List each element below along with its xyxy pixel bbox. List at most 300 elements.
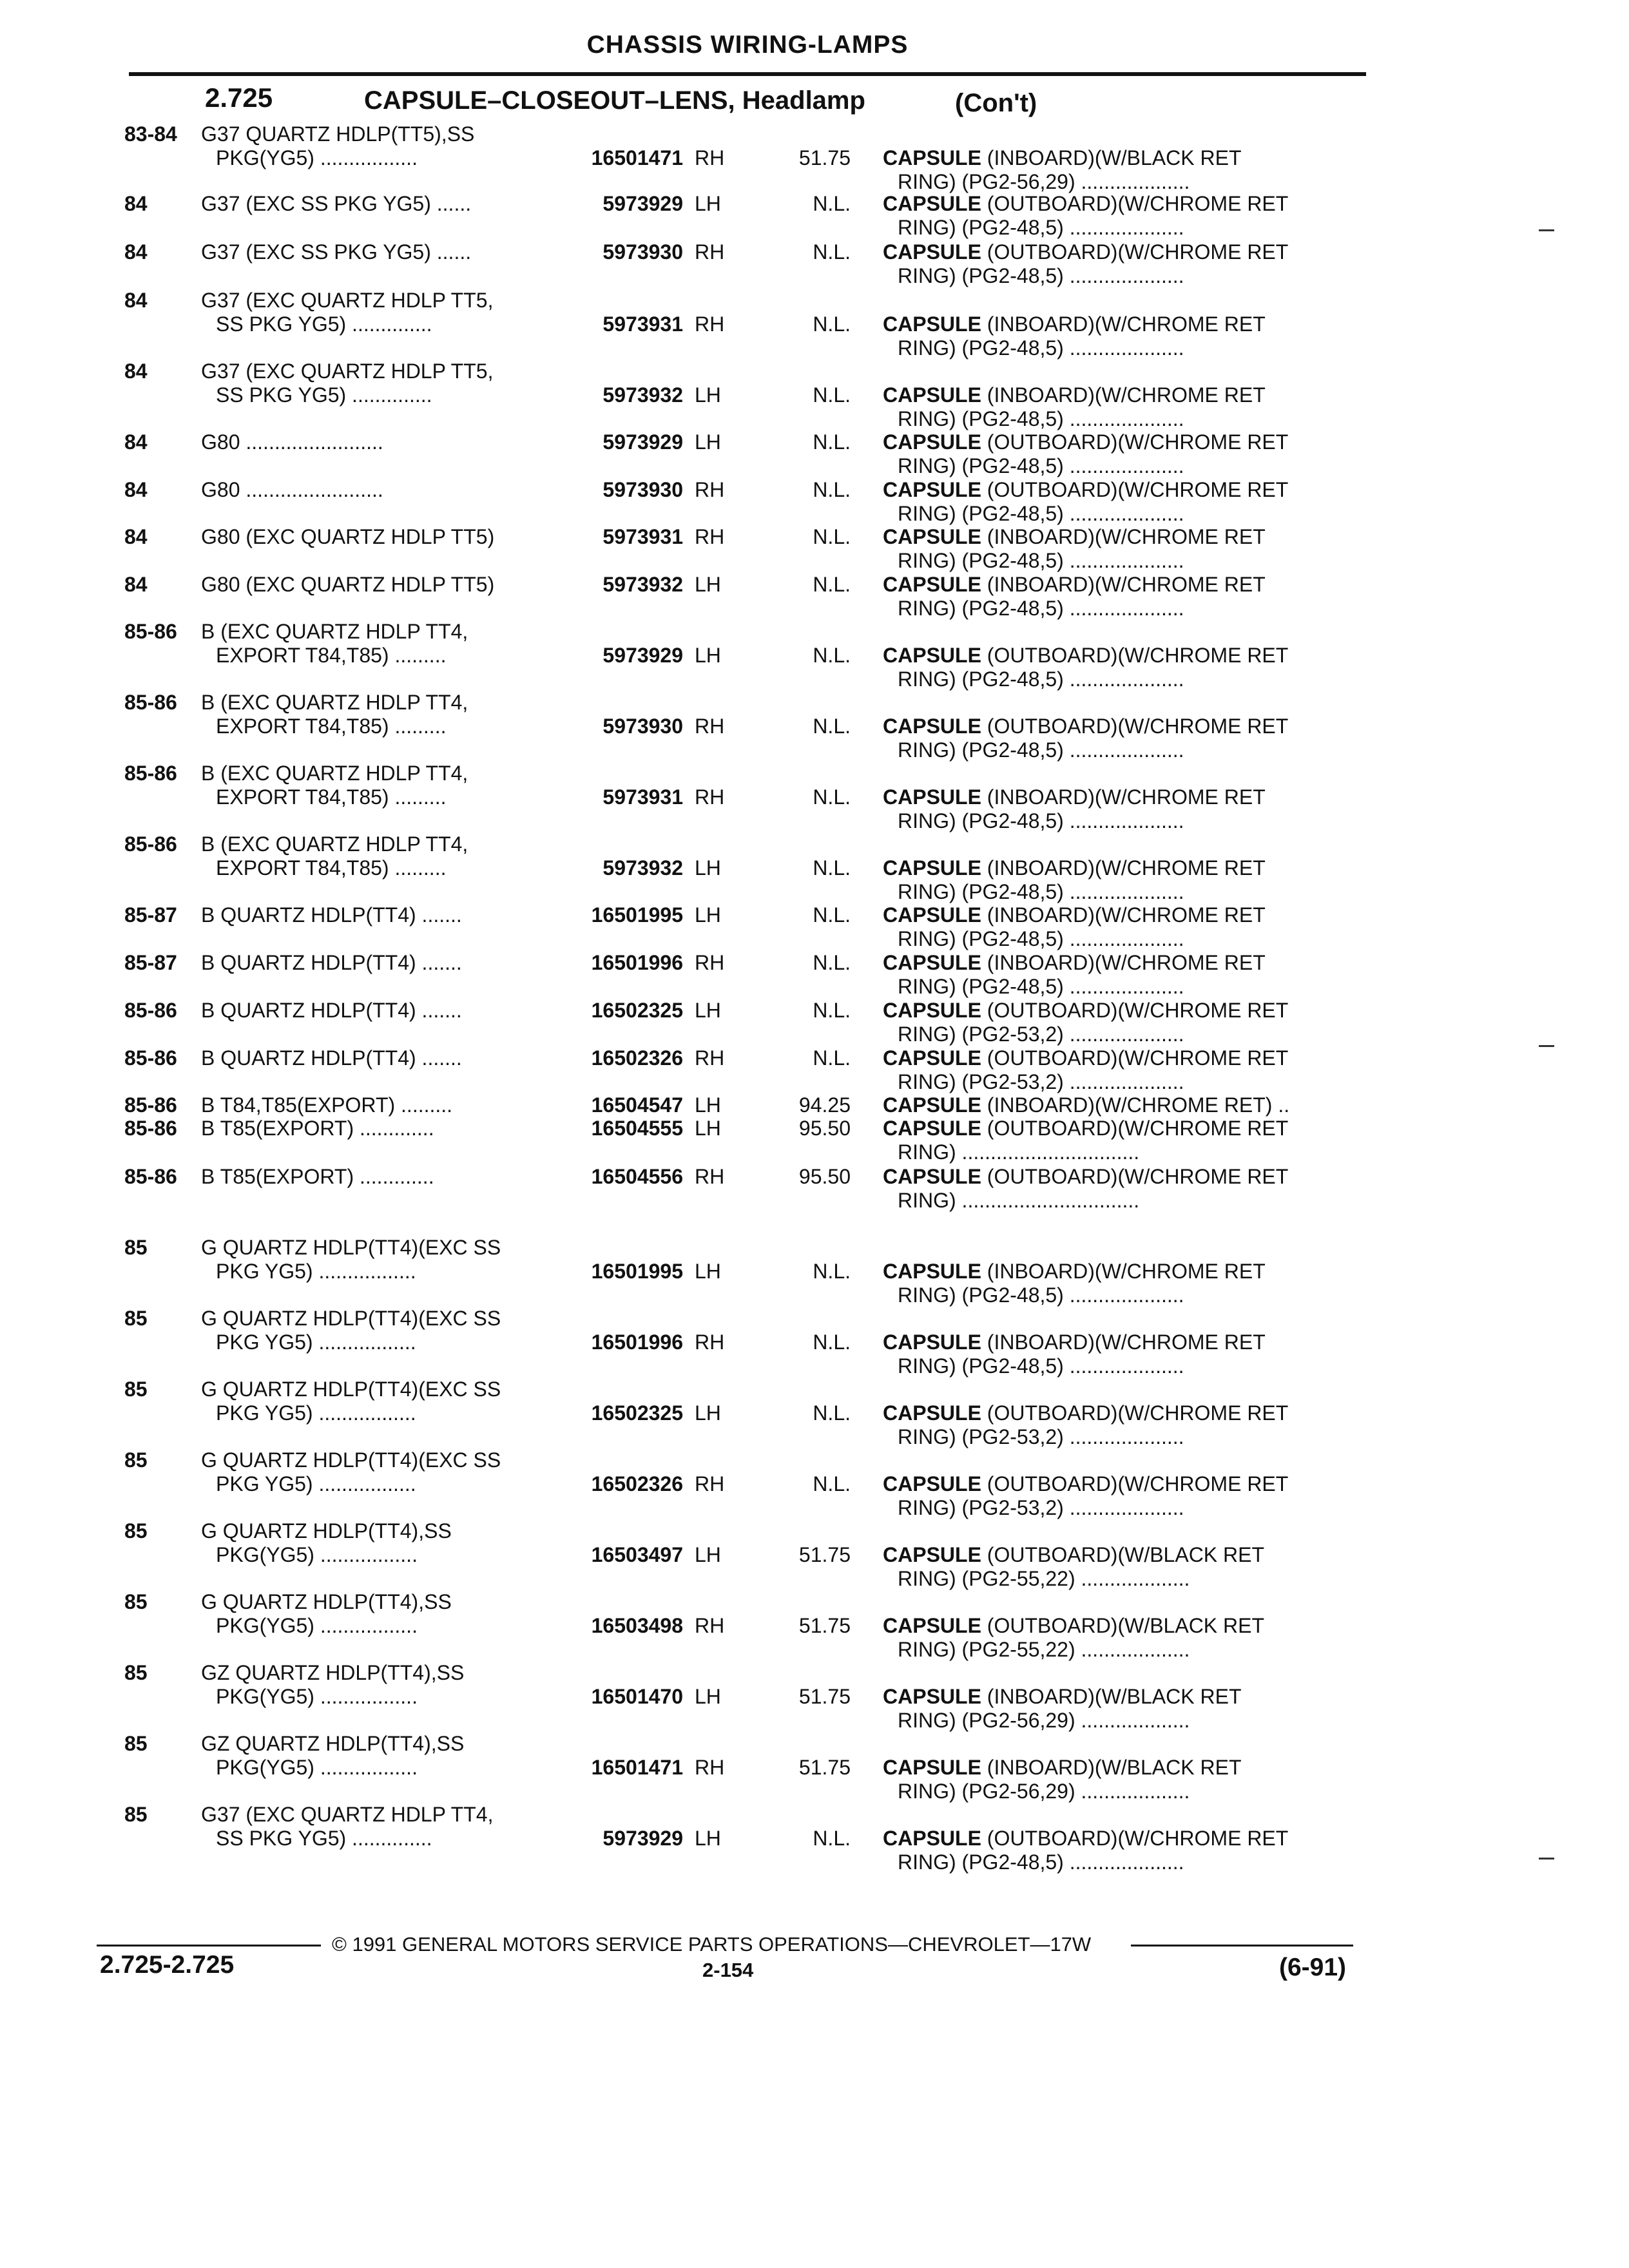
- entry-description-detail: (INBOARD)(W/CHROME RET: [987, 785, 1266, 809]
- entry-description: [883, 1165, 1288, 1189]
- entry-description: [883, 1827, 1288, 1850]
- entry-part-number: 5973929: [602, 1827, 683, 1850]
- entry-model: EXPORT T84,T85) .........: [216, 715, 447, 738]
- entry-year: 84: [124, 192, 148, 215]
- parts-entry: [0, 762, 1629, 832]
- entry-side: RH: [695, 1331, 725, 1354]
- entry-description-detail: (INBOARD)(W/CHROME RET: [987, 525, 1266, 548]
- entry-part-number: 16502326: [591, 1472, 683, 1495]
- footer-date-code: (6-91): [1279, 1954, 1347, 1981]
- entry-description: [883, 1331, 1266, 1354]
- entry-part-number: 16504547: [591, 1093, 683, 1117]
- margin-mark: [1539, 229, 1554, 231]
- entry-description-label: CAPSULE: [883, 312, 981, 336]
- entry-part-number: 16502325: [591, 999, 683, 1022]
- margin-mark: [1539, 1045, 1554, 1047]
- entry-side: LH: [695, 192, 721, 215]
- entry-side: LH: [695, 1117, 721, 1140]
- entry-description: [883, 383, 1266, 407]
- entry-year: 85: [124, 1732, 148, 1755]
- entry-price: N.L.: [813, 903, 851, 927]
- parts-entry: [0, 1661, 1629, 1732]
- entry-description-detail: (INBOARD)(W/CHROME RET: [987, 856, 1266, 879]
- entry-description-line2: RING) (PG2-55,22) ...................: [898, 1638, 1190, 1661]
- footer-rule-right: [1131, 1945, 1353, 1946]
- entry-description-line2: RING) (PG2-48,5) ....................: [898, 1283, 1184, 1307]
- entry-year: 85-86: [124, 691, 177, 714]
- entry-description: [883, 644, 1288, 668]
- entry-price: N.L.: [813, 856, 851, 879]
- entry-description: [883, 903, 1266, 927]
- entry-side: RH: [695, 478, 725, 501]
- section-number: 2.725: [205, 82, 273, 113]
- entry-part-number: 5973932: [602, 573, 683, 596]
- entry-description: [883, 785, 1266, 809]
- entry-description-label: CAPSULE: [883, 856, 981, 879]
- entry-description-detail: (INBOARD)(W/BLACK RET: [987, 146, 1242, 169]
- entry-model: B (EXC QUARTZ HDLP TT4,: [201, 691, 468, 714]
- entry-description: [883, 1401, 1288, 1425]
- footer-section-range: 2.725-2.725: [100, 1951, 235, 1979]
- entry-year: 85-86: [124, 1165, 177, 1188]
- entry-description-line2: RING) (PG2-48,5) ....................: [898, 738, 1184, 762]
- entry-model: G QUARTZ HDLP(TT4)(EXC SS: [201, 1307, 501, 1330]
- entry-description-line2: RING) (PG2-48,5) ....................: [898, 336, 1184, 360]
- entry-part-number: 5973932: [602, 383, 683, 407]
- entry-model: PKG(YG5) .................: [216, 1685, 418, 1708]
- entry-description-label: CAPSULE: [883, 715, 981, 738]
- entry-model: G QUARTZ HDLP(TT4),SS: [201, 1519, 452, 1542]
- entry-description-label: CAPSULE: [883, 383, 981, 407]
- entry-price: N.L.: [813, 1260, 851, 1283]
- entry-price: N.L.: [813, 525, 851, 548]
- entry-description: [883, 312, 1266, 336]
- entry-description-detail: (INBOARD)(W/BLACK RET: [987, 1756, 1242, 1779]
- entry-description-line2: RING) (PG2-56,29) ...................: [898, 1709, 1190, 1732]
- entry-description-line2: RING) (PG2-53,2) ....................: [898, 1425, 1184, 1448]
- entry-description: [883, 999, 1288, 1023]
- entry-price: N.L.: [813, 312, 851, 336]
- entry-price: 95.50: [798, 1117, 851, 1140]
- entry-year: 84: [124, 525, 148, 548]
- entry-year: 85: [124, 1378, 148, 1401]
- entry-description-line2: RING) (PG2-48,5) ....................: [898, 597, 1184, 620]
- entry-year: 84: [124, 240, 148, 264]
- entry-price: N.L.: [813, 240, 851, 264]
- entry-price: 51.75: [798, 1756, 851, 1779]
- entry-description: [883, 1117, 1288, 1140]
- entry-model: B T84,T85(EXPORT) .........: [201, 1093, 453, 1117]
- entry-description-line2: RING) (PG2-56,29) ...................: [898, 1780, 1190, 1803]
- entry-price: N.L.: [813, 1401, 851, 1425]
- entry-year: 85-86: [124, 999, 177, 1022]
- entry-description-line2: RING) (PG2-48,5) ....................: [898, 407, 1184, 430]
- entry-year: 85: [124, 1519, 148, 1542]
- entry-description-label: CAPSULE: [883, 146, 981, 169]
- entry-year: 85-87: [124, 903, 177, 927]
- entry-model: GZ QUARTZ HDLP(TT4),SS: [201, 1732, 465, 1755]
- entry-side: RH: [695, 1614, 725, 1637]
- entry-description-label: CAPSULE: [883, 999, 981, 1022]
- entry-description-label: CAPSULE: [883, 430, 981, 454]
- entry-year: 85-86: [124, 1046, 177, 1070]
- entry-part-number: 16503498: [591, 1614, 683, 1637]
- entry-description-line2: RING) (PG2-48,5) ....................: [898, 216, 1184, 239]
- entry-description-label: CAPSULE: [883, 1827, 981, 1850]
- entry-description-label: CAPSULE: [883, 573, 981, 596]
- entry-model: PKG YG5) .................: [216, 1260, 416, 1283]
- entry-price: 51.75: [798, 1543, 851, 1566]
- parts-entry: [0, 360, 1629, 430]
- entry-side: LH: [695, 644, 721, 667]
- entry-part-number: 16501470: [591, 1685, 683, 1708]
- entry-part-number: 5973929: [602, 644, 683, 667]
- entry-description-detail: (OUTBOARD)(W/CHROME RET: [987, 240, 1289, 264]
- section-title: CAPSULE–CLOSEOUT–LENS, Headlamp: [364, 86, 865, 115]
- entry-description-line2: RING) (PG2-48,5) ....................: [898, 264, 1184, 287]
- entry-description: [883, 192, 1288, 216]
- footer-page-number: 2-154: [702, 1959, 754, 1981]
- entry-description-detail: (INBOARD)(W/CHROME RET: [987, 383, 1266, 407]
- entry-description-detail: (INBOARD)(W/CHROME RET: [987, 951, 1266, 974]
- entry-description: [883, 1046, 1288, 1070]
- entry-description: [883, 856, 1266, 880]
- entry-description-line2: RING) (PG2-48,5) ....................: [898, 880, 1184, 903]
- entry-year: 85: [124, 1236, 148, 1259]
- footer-rule-left: [97, 1945, 321, 1946]
- entry-description-detail: (INBOARD)(W/BLACK RET: [987, 1685, 1242, 1708]
- entry-description: [883, 715, 1288, 738]
- entry-model: SS PKG YG5) ..............: [216, 312, 432, 336]
- entry-description-detail: (OUTBOARD)(W/CHROME RET: [987, 478, 1289, 501]
- entry-price: N.L.: [813, 951, 851, 974]
- entry-description-line2: RING) (PG2-48,5) ....................: [898, 668, 1184, 691]
- entry-model: G QUARTZ HDLP(TT4)(EXC SS: [201, 1378, 501, 1401]
- entry-side: RH: [695, 240, 725, 264]
- entry-part-number: 16502326: [591, 1046, 683, 1070]
- entry-year: 85-86: [124, 1117, 177, 1140]
- entry-description-label: CAPSULE: [883, 1401, 981, 1425]
- entry-model: EXPORT T84,T85) .........: [216, 856, 447, 879]
- entry-model: PKG YG5) .................: [216, 1401, 416, 1425]
- entry-description-label: CAPSULE: [883, 1117, 981, 1140]
- entry-part-number: 5973930: [602, 478, 683, 501]
- entry-description-label: CAPSULE: [883, 951, 981, 974]
- entry-side: LH: [695, 383, 721, 407]
- entry-side: RH: [695, 1046, 725, 1070]
- entry-description: [883, 1260, 1266, 1283]
- entry-description-detail: (INBOARD)(W/CHROME RET: [987, 1260, 1266, 1283]
- entry-model: G QUARTZ HDLP(TT4)(EXC SS: [201, 1448, 501, 1472]
- entry-description-label: CAPSULE: [883, 240, 981, 264]
- entry-part-number: 16501996: [591, 1331, 683, 1354]
- entry-part-number: 5973930: [602, 715, 683, 738]
- entry-description: [883, 430, 1288, 454]
- entry-year: 84: [124, 478, 148, 501]
- entry-side: LH: [695, 999, 721, 1022]
- entry-description-detail: (OUTBOARD)(W/CHROME RET: [987, 1165, 1289, 1188]
- entry-price: N.L.: [813, 192, 851, 215]
- entry-model: B (EXC QUARTZ HDLP TT4,: [201, 620, 468, 643]
- entry-description-detail: (INBOARD)(W/CHROME RET: [987, 312, 1266, 336]
- entry-year: 85: [124, 1307, 148, 1330]
- entry-model: G QUARTZ HDLP(TT4),SS: [201, 1590, 452, 1613]
- entry-description-label: CAPSULE: [883, 1165, 981, 1188]
- entry-price: N.L.: [813, 785, 851, 809]
- entry-part-number: 16501996: [591, 951, 683, 974]
- entry-description-line2: RING) (PG2-48,5) ....................: [898, 1850, 1184, 1874]
- entry-side: RH: [695, 715, 725, 738]
- entry-description-line2: RING) (PG2-48,5) ....................: [898, 502, 1184, 525]
- entry-description: [883, 146, 1241, 170]
- entry-description-label: CAPSULE: [883, 1260, 981, 1283]
- entry-price: N.L.: [813, 1472, 851, 1495]
- entry-year: 84: [124, 430, 148, 454]
- entry-part-number: 16501995: [591, 903, 683, 927]
- entry-description-line2: RING) (PG2-53,2) ....................: [898, 1070, 1184, 1093]
- entry-price: N.L.: [813, 430, 851, 454]
- entry-description-label: CAPSULE: [883, 525, 981, 548]
- entry-part-number: 5973930: [602, 240, 683, 264]
- parts-entry: [0, 1307, 1629, 1378]
- entry-model: G37 (EXC QUARTZ HDLP TT4,: [201, 1803, 494, 1826]
- entry-model: PKG(YG5) .................: [216, 1756, 418, 1779]
- entry-price: N.L.: [813, 478, 851, 501]
- entry-side: RH: [695, 1165, 725, 1188]
- entry-model: B T85(EXPORT) .............: [201, 1165, 434, 1188]
- entry-year: 85-86: [124, 762, 177, 785]
- entry-part-number: 16503497: [591, 1543, 683, 1566]
- entry-model: B QUARTZ HDLP(TT4) .......: [201, 1046, 462, 1070]
- entry-price: N.L.: [813, 1046, 851, 1070]
- entry-model: SS PKG YG5) ..............: [216, 1827, 432, 1850]
- entry-price: N.L.: [813, 999, 851, 1022]
- entry-model: PKG YG5) .................: [216, 1472, 416, 1495]
- footer-copyright: © 1991 GENERAL MOTORS SERVICE PARTS OPERATIONS—CHEVROLET—17W: [332, 1933, 1092, 1956]
- entry-model: G37 (EXC SS PKG YG5) ......: [201, 240, 472, 264]
- entry-year: 84: [124, 573, 148, 596]
- entry-model: GZ QUARTZ HDLP(TT4),SS: [201, 1661, 465, 1684]
- entry-part-number: 5973931: [602, 312, 683, 336]
- entry-model: SS PKG YG5) ..............: [216, 383, 432, 407]
- entry-description-detail: (OUTBOARD)(W/CHROME RET: [987, 715, 1289, 738]
- entry-description-label: CAPSULE: [883, 1093, 981, 1117]
- entry-part-number: 16501471: [591, 1756, 683, 1779]
- entry-side: LH: [695, 1543, 721, 1566]
- entry-year: 84: [124, 289, 148, 312]
- entry-description: [883, 1756, 1241, 1780]
- header-rule: [129, 72, 1366, 76]
- entry-description-detail: (OUTBOARD)(W/CHROME RET: [987, 1117, 1289, 1140]
- entry-description-line2: RING) (PG2-48,5) ....................: [898, 1354, 1184, 1378]
- entry-price: 95.50: [798, 1165, 851, 1188]
- entry-description-detail: (OUTBOARD)(W/CHROME RET: [987, 1401, 1289, 1425]
- entry-model: B QUARTZ HDLP(TT4) .......: [201, 903, 462, 927]
- entry-price: N.L.: [813, 1331, 851, 1354]
- entry-description-line2: RING) (PG2-48,5) ....................: [898, 975, 1184, 998]
- entry-description: [883, 525, 1266, 549]
- entry-part-number: 5973929: [602, 192, 683, 215]
- parts-entry: [0, 1378, 1629, 1448]
- entry-description-detail: (OUTBOARD)(W/CHROME RET: [987, 1827, 1289, 1850]
- entry-model: PKG YG5) .................: [216, 1331, 416, 1354]
- entry-model: B QUARTZ HDLP(TT4) .......: [201, 999, 462, 1022]
- entry-year: 85: [124, 1661, 148, 1684]
- entry-part-number: 16504556: [591, 1165, 683, 1188]
- parts-entry: [0, 1165, 1629, 1236]
- entry-part-number: 16501995: [591, 1260, 683, 1283]
- entry-description-label: CAPSULE: [883, 1331, 981, 1354]
- entry-model: PKG(YG5) .................: [216, 1614, 418, 1637]
- entry-description-line2: RING) (PG2-48,5) ....................: [898, 454, 1184, 477]
- entry-model: B (EXC QUARTZ HDLP TT4,: [201, 762, 468, 785]
- entry-side: LH: [695, 856, 721, 879]
- entry-year: 85: [124, 1448, 148, 1472]
- entry-model: G80 (EXC QUARTZ HDLP TT5): [201, 573, 495, 596]
- entry-description-line2: RING) ...............................: [898, 1140, 1140, 1164]
- entry-description-line2: RING) (PG2-48,5) ....................: [898, 809, 1184, 832]
- entry-price: N.L.: [813, 1827, 851, 1850]
- entry-description-label: CAPSULE: [883, 478, 981, 501]
- entry-model: G80 ........................: [201, 430, 383, 454]
- entry-description-label: CAPSULE: [883, 1756, 981, 1779]
- parts-entry: [0, 289, 1629, 360]
- entry-side: RH: [695, 951, 725, 974]
- parts-entry: [0, 1448, 1629, 1519]
- entry-side: LH: [695, 1401, 721, 1425]
- entry-description-line2: RING) (PG2-55,22) ...................: [898, 1567, 1190, 1590]
- entry-description: [883, 1093, 1289, 1117]
- parts-entry: [0, 1236, 1629, 1307]
- entry-model: G37 QUARTZ HDLP(TT5),SS: [201, 122, 475, 146]
- entry-description-line2: RING) ...............................: [898, 1189, 1140, 1212]
- entry-model: G80 ........................: [201, 478, 383, 501]
- entry-description-label: CAPSULE: [883, 644, 981, 667]
- parts-entry: [0, 122, 1629, 193]
- entry-description-line2: RING) (PG2-53,2) ....................: [898, 1496, 1184, 1519]
- entry-year: 85-86: [124, 1093, 177, 1117]
- parts-entry: [0, 1519, 1629, 1590]
- entry-description-line2: RING) (PG2-53,2) ....................: [898, 1023, 1184, 1046]
- entry-side: RH: [695, 785, 725, 809]
- entry-price: 51.75: [798, 1685, 851, 1708]
- page-header-title: CHASSIS WIRING-LAMPS: [586, 31, 909, 59]
- entry-model: G37 (EXC QUARTZ HDLP TT5,: [201, 289, 494, 312]
- entry-description: [883, 1472, 1288, 1496]
- entry-description: [883, 478, 1288, 502]
- entry-side: RH: [695, 525, 725, 548]
- entry-part-number: 5973931: [602, 785, 683, 809]
- entry-description: [883, 573, 1266, 597]
- entry-description-label: CAPSULE: [883, 1472, 981, 1495]
- parts-entry: [0, 620, 1629, 691]
- entry-description: [883, 1685, 1241, 1709]
- entry-side: LH: [695, 573, 721, 596]
- entry-description-label: CAPSULE: [883, 785, 981, 809]
- entry-year: 85-86: [124, 620, 177, 643]
- entry-side: LH: [695, 430, 721, 454]
- parts-entry: [0, 1803, 1629, 1874]
- entry-part-number: 16502325: [591, 1401, 683, 1425]
- entry-description-line2: RING) (PG2-48,5) ....................: [898, 549, 1184, 572]
- entry-model: G37 (EXC QUARTZ HDLP TT5,: [201, 360, 494, 383]
- entry-side: LH: [695, 1093, 721, 1117]
- parts-entry: [0, 1732, 1629, 1803]
- entry-model: G QUARTZ HDLP(TT4)(EXC SS: [201, 1236, 501, 1259]
- entry-description-detail: (OUTBOARD)(W/BLACK RET: [987, 1543, 1265, 1566]
- entry-description: [883, 1543, 1264, 1567]
- entry-year: 85-87: [124, 951, 177, 974]
- entry-description-detail: (INBOARD)(W/CHROME RET: [987, 903, 1266, 927]
- entry-description-detail: (OUTBOARD)(W/CHROME RET: [987, 1046, 1289, 1070]
- section-continued: (Con't): [955, 89, 1037, 117]
- entry-part-number: 5973931: [602, 525, 683, 548]
- entry-description-detail: (OUTBOARD)(W/CHROME RET: [987, 1472, 1289, 1495]
- entry-model: B QUARTZ HDLP(TT4) .......: [201, 951, 462, 974]
- entry-part-number: 5973929: [602, 430, 683, 454]
- entry-year: 84: [124, 360, 148, 383]
- entry-part-number: 16501471: [591, 146, 683, 169]
- parts-entry: [0, 1590, 1629, 1661]
- entry-description: [883, 1614, 1264, 1638]
- entry-description: [883, 240, 1288, 264]
- entry-description-detail: (INBOARD)(W/CHROME RET: [987, 573, 1266, 596]
- parts-entry: [0, 832, 1629, 903]
- entry-side: LH: [695, 903, 721, 927]
- entry-year: 85-86: [124, 832, 177, 856]
- entry-price: 51.75: [798, 146, 851, 169]
- entry-price: N.L.: [813, 715, 851, 738]
- entry-side: RH: [695, 1756, 725, 1779]
- entry-model: PKG(YG5) .................: [216, 1543, 418, 1566]
- entry-side: LH: [695, 1260, 721, 1283]
- entry-description-label: CAPSULE: [883, 1685, 981, 1708]
- entry-year: 85: [124, 1803, 148, 1826]
- entry-model: B (EXC QUARTZ HDLP TT4,: [201, 832, 468, 856]
- parts-entry: [0, 691, 1629, 762]
- entry-year: 83-84: [124, 122, 177, 146]
- entry-model: EXPORT T84,T85) .........: [216, 785, 447, 809]
- entry-side: RH: [695, 312, 725, 336]
- entry-year: 85: [124, 1590, 148, 1613]
- entry-price: N.L.: [813, 644, 851, 667]
- entry-description-detail: (INBOARD)(W/CHROME RET: [987, 1331, 1266, 1354]
- entry-side: LH: [695, 1685, 721, 1708]
- entry-description-label: CAPSULE: [883, 1046, 981, 1070]
- entry-model: PKG(YG5) .................: [216, 146, 418, 169]
- entry-description-detail: (OUTBOARD)(W/BLACK RET: [987, 1614, 1265, 1637]
- entry-part-number: 5973932: [602, 856, 683, 879]
- entry-description-label: CAPSULE: [883, 903, 981, 927]
- entry-side: RH: [695, 1472, 725, 1495]
- entry-description-line2: RING) (PG2-56,29) ...................: [898, 170, 1190, 193]
- entry-price: 94.25: [798, 1093, 851, 1117]
- entry-description-detail: (OUTBOARD)(W/CHROME RET: [987, 430, 1289, 454]
- entry-part-number: 16504555: [591, 1117, 683, 1140]
- entry-side: LH: [695, 1827, 721, 1850]
- entry-description-line2: RING) (PG2-48,5) ....................: [898, 927, 1184, 950]
- entry-description-detail: (OUTBOARD)(W/CHROME RET: [987, 644, 1289, 667]
- entry-side: RH: [695, 146, 725, 169]
- entry-price: N.L.: [813, 573, 851, 596]
- entry-description-detail: (OUTBOARD)(W/CHROME RET: [987, 999, 1289, 1022]
- entry-description: [883, 951, 1266, 975]
- margin-mark: [1539, 1858, 1554, 1860]
- entry-model: G80 (EXC QUARTZ HDLP TT5): [201, 525, 495, 548]
- entry-description-label: CAPSULE: [883, 1614, 981, 1637]
- entry-model: G37 (EXC SS PKG YG5) ......: [201, 192, 472, 215]
- entry-model: EXPORT T84,T85) .........: [216, 644, 447, 667]
